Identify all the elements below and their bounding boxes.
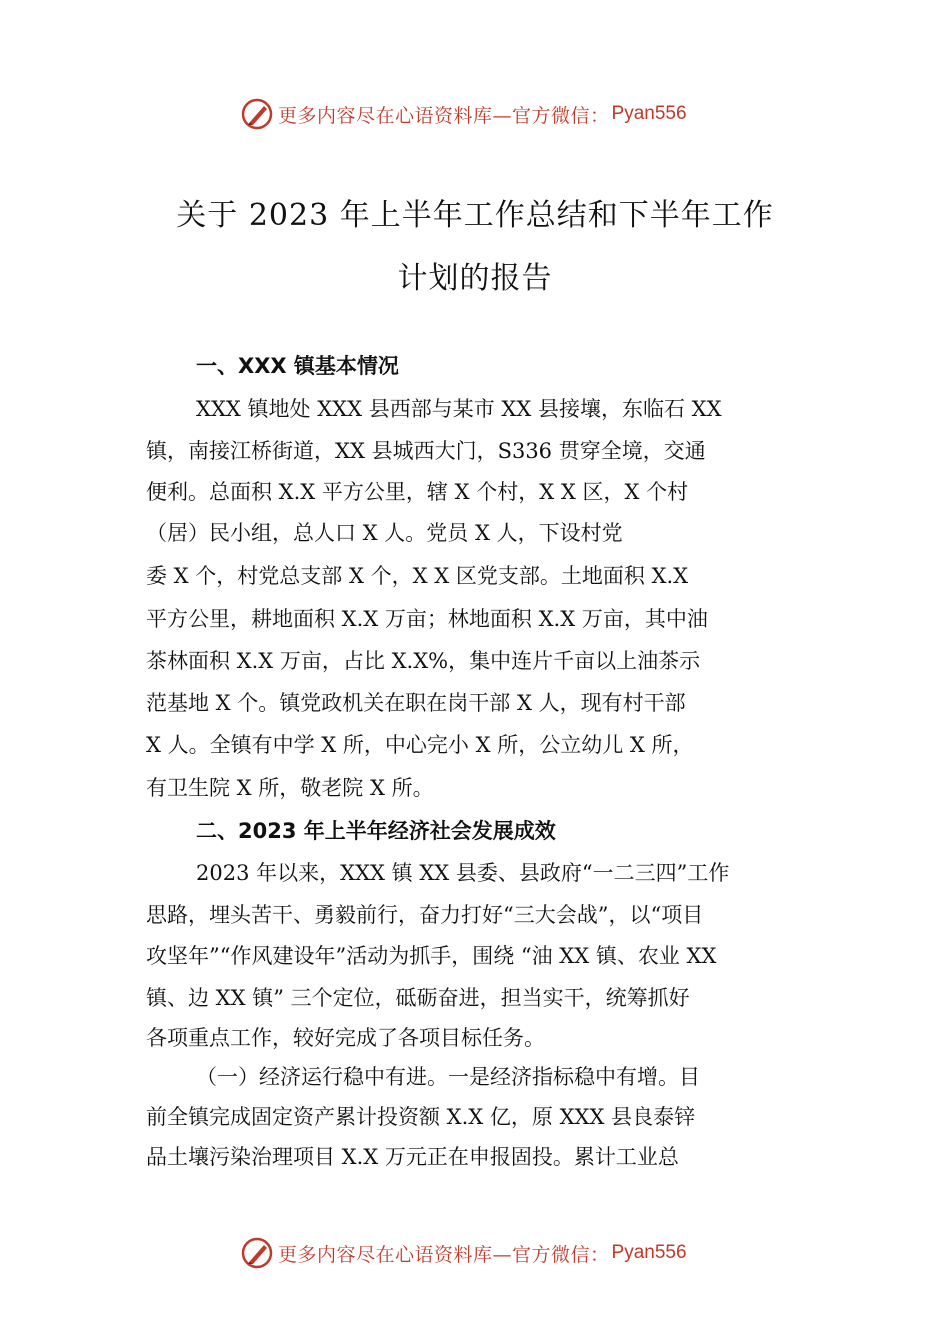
paragraph-line: 委 X 个，村党总支部 X 个，X X 区党支部。土地面积 X.X	[146, 564, 689, 588]
paragraph-line: 品土壤污染治理项目 X.X 万元正在申报固投。累计工业总	[146, 1145, 679, 1169]
watermark-account: Pyan556	[611, 1242, 687, 1263]
watermark-footer	[240, 1236, 687, 1270]
watermark-account: Pyan556	[611, 103, 687, 124]
document-title-line-1: 关于 2023 年上半年工作总结和下半年工作	[176, 198, 774, 233]
paragraph-line: 平方公里，耕地面积 X.X 万亩；林地面积 X.X 万亩，其中油	[146, 607, 708, 631]
paragraph-line: 镇，南接江桥街道，XX 县城西大门，S336 贯穿全境，交通	[146, 439, 706, 463]
paragraph-line: 各项重点工作，较好完成了各项目标任务。	[146, 1026, 545, 1050]
paragraph-line: 思路，埋头苦干、勇毅前行，奋力打好“三大会战”，以“项目	[146, 903, 704, 927]
paragraph-line: XXX 镇地处 XXX 县西部与某市 XX 县接壤，东临石 XX	[196, 397, 722, 421]
watermark-text: 更多内容尽在心语资料库—官方微信：	[278, 1243, 610, 1266]
paragraph-line: （一）经济运行稳中有进。一是经济指标稳中有增。目	[196, 1065, 700, 1089]
document-title-line-2: 计划的报告	[397, 261, 553, 296]
paragraph-line: 攻坚年”“作风建设年”活动为抓手，围绕 “油 XX 镇、农业 XX	[146, 944, 717, 968]
paragraph-line: 范基地 X 个。镇党政机关在职在岗干部 X 人，现有村干部	[146, 691, 686, 715]
paragraph-line: 有卫生院 X 所，敬老院 X 所。	[146, 776, 434, 800]
section-heading-basic-info: 一、XXX 镇基本情况	[196, 354, 399, 378]
paragraph-line: 便利。总面积 X.X 平方公里，辖 X 个村，X X 区，X 个村	[146, 480, 689, 504]
watermark-header	[240, 97, 687, 131]
pen-logo-icon	[240, 1236, 274, 1270]
paragraph-line: 前全镇完成固定资产累计投资额 X.X 亿，原 XXX 县良泰锌	[146, 1105, 696, 1129]
pen-logo-icon	[240, 97, 274, 131]
paragraph-line: （居）民小组，总人口 X 人。党员 X 人，下设村党	[146, 521, 623, 545]
paragraph-line: 镇、边 XX 镇” 三个定位，砥砺奋进，担当实干，统筹抓好	[146, 986, 690, 1010]
paragraph-line: X 人。全镇有中学 X 所，中心完小 X 所，公立幼儿 X 所，	[146, 733, 694, 757]
paragraph-line: 茶林面积 X.X 万亩，占比 X.X%，集中连片千亩以上油茶示	[146, 649, 701, 673]
paragraph-line: 2023 年以来，XXX 镇 XX 县委、县政府“一二三四”工作	[196, 861, 730, 885]
watermark-text: 更多内容尽在心语资料库—官方微信：	[278, 104, 610, 127]
section-heading-achievements: 二、2023 年上半年经济社会发展成效	[196, 819, 556, 843]
